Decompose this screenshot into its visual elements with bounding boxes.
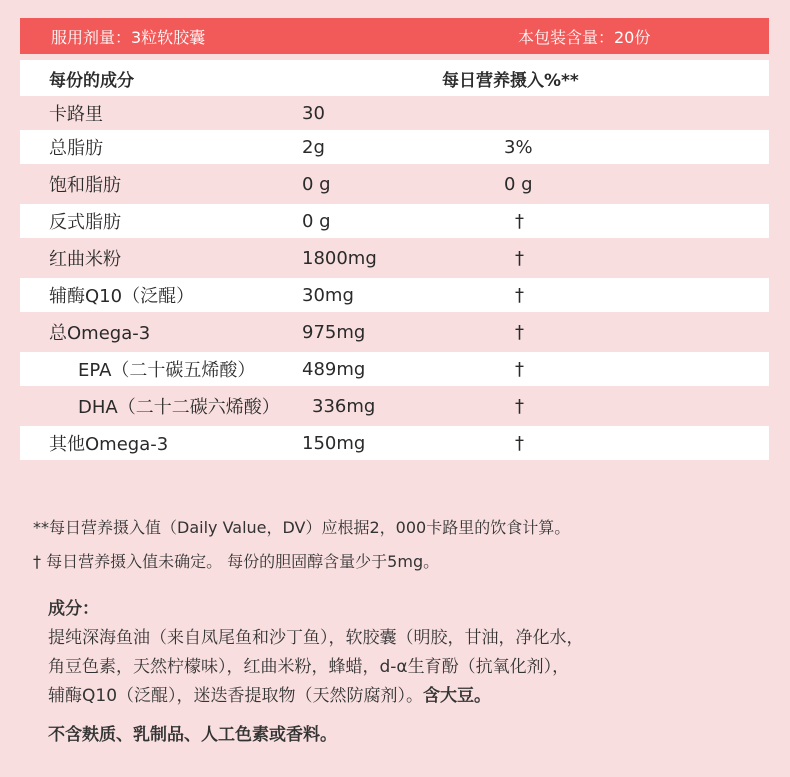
table-row xyxy=(20,386,769,426)
row-amount: 30 xyxy=(302,102,325,124)
table-row xyxy=(20,130,769,164)
row-amount: 975mg xyxy=(302,321,366,343)
ingredients-line: 提纯深海鱼油（来自凤尾鱼和沙丁鱼），软胶囊（明胶，甘油，净化水， xyxy=(48,628,584,648)
allergen-statement: 含大豆。 xyxy=(423,686,492,706)
table-row xyxy=(20,352,769,386)
row-dv: 3% xyxy=(504,136,533,158)
row-name: 辅酶Q10（泛醌） xyxy=(49,286,195,307)
row-amount: 489mg xyxy=(302,358,366,380)
row-amount: 0 g xyxy=(302,210,331,232)
table-row xyxy=(20,312,769,352)
row-name: 红曲米粉 xyxy=(49,249,121,270)
ingredients-title: 成分： xyxy=(48,599,99,619)
row-amount: 30mg xyxy=(302,284,354,306)
row-dv: † xyxy=(515,321,524,343)
row-dv: † xyxy=(515,210,524,232)
footnotes xyxy=(33,514,570,576)
ingredients-line: 角豆色素，天然柠檬味），红曲米粉，蜂蜡，d-α生育酚（抗氧化剂）， xyxy=(48,657,570,677)
table-row xyxy=(20,96,769,130)
table-row xyxy=(20,238,769,278)
supplement-facts-panel xyxy=(20,18,769,460)
table-header-row xyxy=(20,60,769,96)
row-name: 卡路里 xyxy=(49,104,103,125)
serving-header xyxy=(20,18,769,54)
ingredients-line-text: 辅酶Q10（泛醌），迷迭香提取物（天然防腐剂）。 xyxy=(48,686,424,706)
row-name: 总Omega-3 xyxy=(49,323,151,344)
row-name: EPA（二十碳五烯酸） xyxy=(78,360,256,381)
col-header-daily-value: 每日营养摄入%** xyxy=(442,70,579,91)
ingredients-section xyxy=(48,595,768,750)
servings-per-package: 本包装含量：20份 xyxy=(518,27,651,47)
row-name: 其他Omega-3 xyxy=(49,434,169,455)
row-name: 总脂肪 xyxy=(49,138,103,159)
daily-value-footnote: **每日营养摄入值（Daily Value，DV）应根据2，000卡路里的饮食计算。 xyxy=(33,518,571,537)
table-row xyxy=(20,204,769,238)
table-row xyxy=(20,164,769,204)
row-dv: † xyxy=(515,284,524,306)
row-amount: 336mg xyxy=(312,395,376,417)
row-dv: † xyxy=(515,247,524,269)
row-dv: † xyxy=(515,358,524,380)
free-from-statement: 不含麸质、乳制品、人工色素或香料。 xyxy=(48,725,337,745)
table-row xyxy=(20,278,769,312)
serving-size: 服用剂量：3粒软胶囊 xyxy=(51,27,206,47)
row-name: 反式脂肪 xyxy=(49,212,121,233)
row-dv: 0 g xyxy=(504,173,533,195)
ingredients-line xyxy=(48,682,768,711)
table-row xyxy=(20,426,769,460)
row-name: DHA（二十二碳六烯酸） xyxy=(78,397,280,418)
row-amount: 0 g xyxy=(302,173,331,195)
row-dv: † xyxy=(515,432,524,454)
row-amount: 150mg xyxy=(302,432,366,454)
row-amount: 2g xyxy=(302,136,325,158)
col-header-ingredient: 每份的成分 xyxy=(49,70,134,91)
row-amount: 1800mg xyxy=(302,247,377,269)
row-name: 饱和脂肪 xyxy=(49,175,121,196)
dagger-footnote: † 每日营养摄入值未确定。 每份的胆固醇含量少于5mg。 xyxy=(33,552,440,571)
row-dv: † xyxy=(515,395,524,417)
